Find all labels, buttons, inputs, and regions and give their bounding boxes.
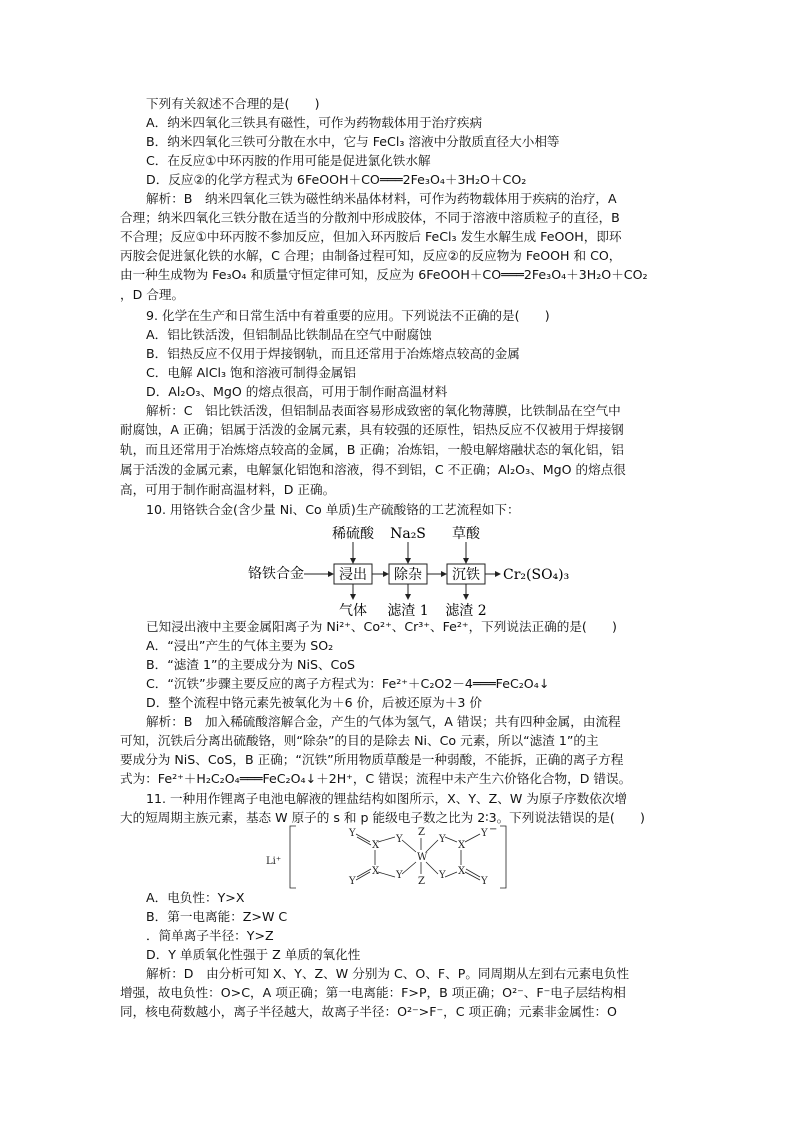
atom-y: Y <box>396 834 403 845</box>
q8-option-b: B．纳米四氧化三铁可分散在水中，它与 FeCl₃ 溶液中分散质直径大小相等 <box>146 134 560 149</box>
q11-analysis: 解析：D 由分析可知 X、Y、Z、W 分别为 C、O、F、P。同周期从左到右元素电负性 <box>146 966 630 981</box>
q8-analysis: 由一种生成物为 Fe₃O₄ 和质量守恒定律可知，反应为 6FeOOH＋CO═══2Fe₃O₄＋3H₂O＋CO₂ <box>120 267 648 282</box>
atom-y: Y <box>349 876 356 887</box>
q11-option-d: D．Y 单质氧化性强于 Z 单质的氧化性 <box>146 947 361 962</box>
lithium-cation: Li⁺ <box>266 856 282 867</box>
q10-option-d: D．整个流程中铬元素先被氧化为＋6 价，后被还原为＋3 价 <box>146 695 482 710</box>
q11-option-a: A．电负性：Y>X <box>146 890 245 905</box>
atom-z: Z <box>418 876 425 887</box>
process-flow-diagram <box>240 524 600 620</box>
atom-w-center: W <box>417 852 428 863</box>
q9-option-b: B．铝热反应不仅用于焊接钢轨，而且还常用于冶炼熔点较高的金属 <box>146 346 520 361</box>
q8-option-d: D．反应②的化学方程式为 6FeOOH＋CO═══2Fe₃O₄＋3H₂O＋CO₂ <box>146 172 527 187</box>
q8-analysis: 丙胺会促进氯化铁的水解，C 合理；由制备过程可知，反应②的反应物为 FeOOH 和 CO， <box>120 248 622 263</box>
q9-option-c: C．电解 AlCl₃ 饱和溶液可制得金属铝 <box>146 365 356 380</box>
q9-option-a: A．铝比铁活泼，但铝制品比铁制品在空气中耐腐蚀 <box>146 327 432 342</box>
q11-stem: 11. 一种用作锂离子电池电解液的锂盐结构如图所示，X、Y、Z、W 为原子序数依次增 <box>146 791 628 806</box>
atom-y: Y <box>439 834 446 845</box>
q9-option-d: D．Al₂O₃、MgO 的熔点很高，可用于制作耐高温材料 <box>146 384 448 399</box>
q10-given: 已知浸出液中主要金属阳离子为 Ni²⁺、Co²⁺、Cr³⁺、Fe²⁺，下列说法正确的是( ) <box>146 619 617 634</box>
atom-y: Y <box>481 828 488 839</box>
reagent-na2s: Na₂S <box>390 526 426 542</box>
q9-analysis: 属于活泼的金属元素，电解氯化铝饱和溶液，得不到铝，C 不正确；Al₂O₃、MgO 的熔点很 <box>120 462 626 477</box>
q11-stem: 大的短周期主族元素，基态 W 原子的 s 和 p 能级电子数之比为 2∶3。下列说法错误的是( ) <box>120 810 645 825</box>
q11-analysis: 增强，故电负性：O>C，A 项正确；第一电离能：F>P，B 项正确；O²⁻、F⁻电子层结构相 <box>120 985 626 1000</box>
q10-option-c: C．“沉铁”步骤主要反应的离子方程式为：Fe²⁺＋C₂O2－4═══FeC₂O₄↓ <box>146 676 550 691</box>
step-leaching: 浸出 <box>339 567 367 583</box>
q9-analysis: 解析：C 铝比铁活泼，但铝制品表面容易形成致密的氧化物薄膜，比铁制品在空气中 <box>146 403 621 418</box>
atom-x: X <box>372 840 380 851</box>
q11-option-c: ．简单离子半径：Y>Z <box>146 928 274 943</box>
atom-x: X <box>458 840 466 851</box>
atom-y: Y <box>349 828 356 839</box>
atom-z: Z <box>418 827 425 838</box>
atom-y: Y <box>439 870 446 881</box>
q9-analysis: 轨，而且还常用于冶炼熔点较高的金属，B 正确；冶炼铝，一般电解熔融状态的氧化铝，铝 <box>120 442 624 457</box>
q8-analysis: 不合理；反应①中环丙胺不参加反应，但加入环丙胺后 FeCl₃ 发生水解生成 FeOOH，即环 <box>120 229 622 244</box>
reagent-oxalic-acid: 草酸 <box>452 526 480 542</box>
reagent-dilute-sulfuric-acid: 稀硫酸 <box>332 526 374 542</box>
q11-option-b: B．第一电离能：Z>W C <box>146 909 288 924</box>
atom-y: Y <box>396 870 403 881</box>
q10-stem: 10. 用铬铁合金(含少量 Ni、Co 单质)生产硫酸铬的工艺流程如下： <box>146 502 520 517</box>
output-residue-2: 滤渣 2 <box>445 603 487 619</box>
q10-option-a: A．“浸出”产生的气体主要为 SO₂ <box>146 638 334 653</box>
step-iron-precipitation: 沉铁 <box>452 567 480 583</box>
step-impurity-removal: 除杂 <box>394 567 422 583</box>
q10-analysis: 解析：B 加入稀硫酸溶解合金，产生的气体为氢气，A 错误；共有四种金属，由流程 <box>146 714 621 729</box>
output-residue-1: 滤渣 1 <box>387 603 429 619</box>
q8-stem: 下列有关叙述不合理的是( ) <box>146 96 320 111</box>
q10-option-b: B．“滤渣 1”的主要成分为 NiS、CoS <box>146 657 356 672</box>
q10-analysis: 要成分为 NiS、CoS，B 正确；“沉铁”所用物质草酸是一种弱酸，不能拆，正确的离子方程 <box>120 752 624 767</box>
q8-option-a: A．纳米四氧化三铁具有磁性，可作为药物载体用于治疗疾病 <box>146 115 483 130</box>
final-product: Cr₂(SO₄)₃ <box>503 567 570 583</box>
atom-y: Y <box>481 876 488 887</box>
start-material: 铬铁合金 <box>248 566 304 582</box>
charge-sign: − <box>489 824 498 835</box>
output-gas: 气体 <box>339 603 367 619</box>
atom-x: X <box>458 866 466 877</box>
q8-analysis: 合理；纳米四氧化三铁分散在适当的分散剂中形成胶体，不同于溶液中溶质粒子的直径，B <box>120 210 620 225</box>
atom-x: X <box>372 866 380 877</box>
q10-analysis: 可知，沉铁后分离出硫酸铬，则“除杂”的目的是除去 Ni、Co 元素，所以“滤渣 1”的主 <box>120 733 599 748</box>
q8-option-c: C．在反应①中环丙胺的作用可能是促进氯化铁水解 <box>146 153 431 168</box>
q9-analysis: 耐腐蚀，A 正确；铝属于活泼的金属元素，具有较强的还原性，铝热反应不仅被用于焊接钢 <box>120 422 624 437</box>
q9-stem: 9. 化学在生产和日常生活中有着重要的应用。下列说法不正确的是( ) <box>146 308 550 323</box>
q10-analysis: 式为：Fe²⁺＋H₂C₂O₄═══FeC₂O₄↓＋2H⁺，C 错误；流程中未产生六价铬化合物，D 错误。 <box>120 771 632 786</box>
lithium-salt-structure <box>244 822 516 892</box>
q8-analysis: 解析：B 纳米四氧化三铁为磁性纳米晶体材料，可作为药物载体用于疾病的治疗，A <box>146 191 617 206</box>
q11-analysis: 同，核电荷数越小，离子半径越大，故离子半径：O²⁻>F⁻，C 项正确；元素非金属性：O <box>120 1004 617 1019</box>
q9-analysis: 高，可用于制作耐高温材料，D 正确。 <box>120 482 336 497</box>
q8-analysis: ，D 合理。 <box>120 287 185 302</box>
